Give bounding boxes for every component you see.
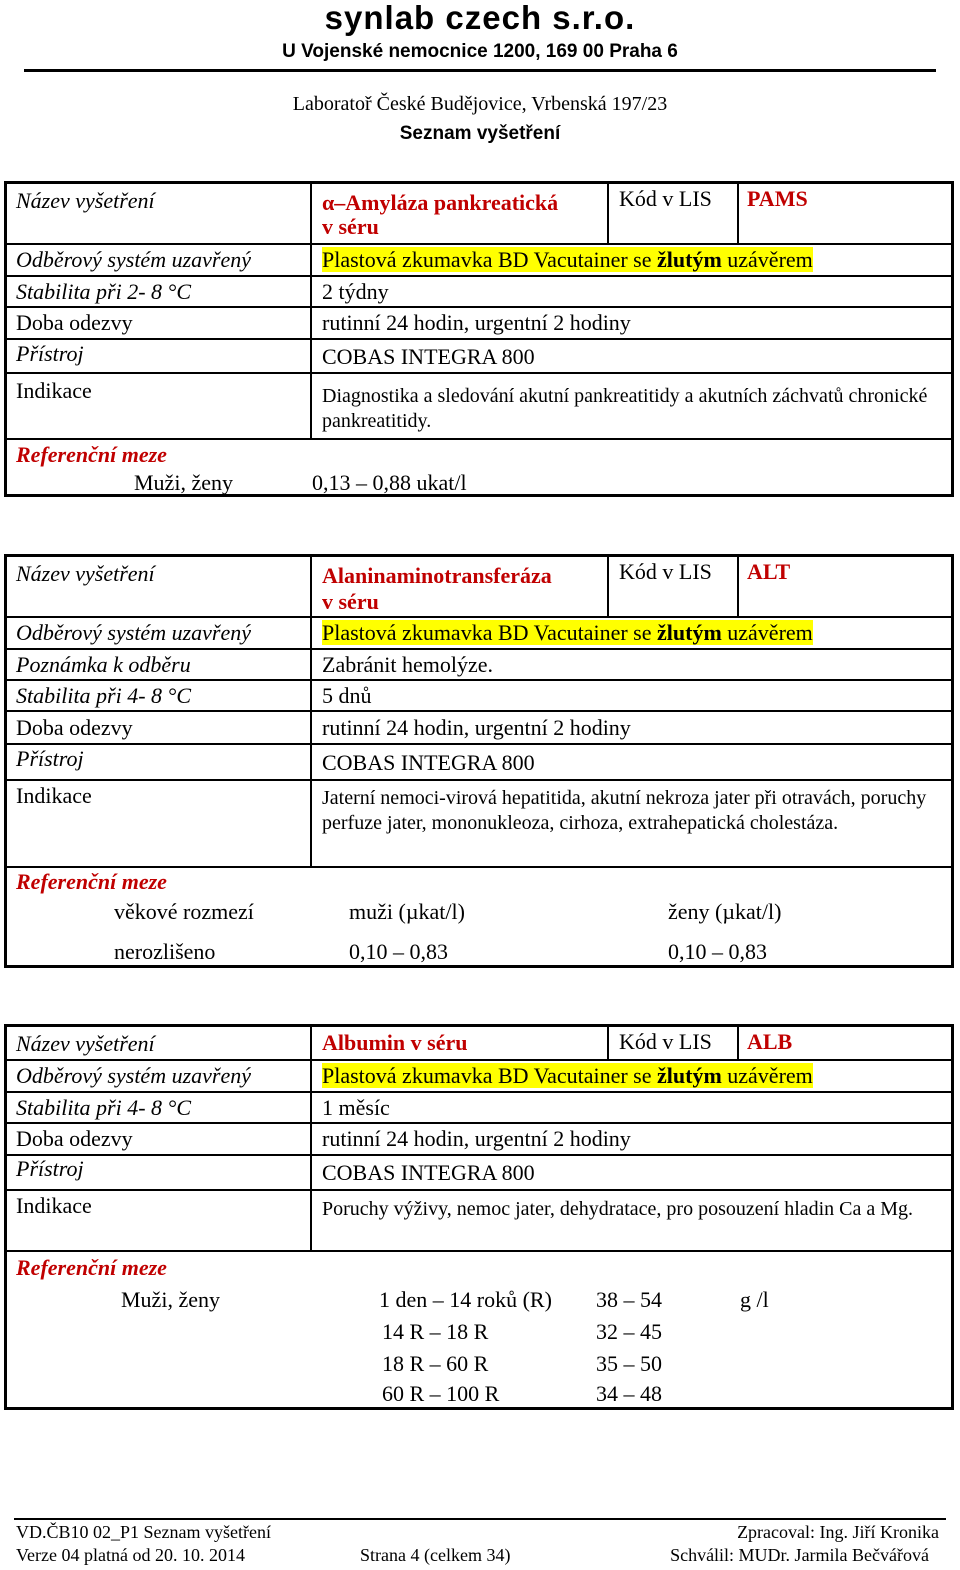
tube-text-end: uzávěrem — [721, 247, 813, 272]
exam-name-row — [7, 557, 951, 618]
response-row — [7, 710, 951, 745]
company-name: synlab czech s.r.o. — [324, 0, 636, 36]
tube-text: Plastová zkumavka BD Vacutainer se — [322, 1063, 658, 1088]
collection-label: Odběrový systém uzavřený — [16, 1063, 251, 1088]
footer-prepared-by: Zpracoval: Ing. Jiří Kronika — [737, 1522, 939, 1542]
exam-name — [322, 189, 558, 241]
exam-name-line2: v séru — [322, 589, 379, 614]
reference-label: Referenční meze — [16, 442, 167, 467]
collection-note-row — [7, 648, 951, 681]
tube-color: žlutým — [657, 1063, 722, 1088]
header-divider — [24, 69, 936, 72]
instrument-value: COBAS INTEGRA 800 — [322, 1160, 535, 1185]
exam-name: Albumin v séru — [322, 1030, 468, 1055]
footer-page: Strana 4 (celkem 34) — [360, 1545, 511, 1565]
lis-code: PAMS — [747, 186, 808, 211]
response-row — [7, 1122, 951, 1156]
footer-approved-by: Schválil: MUDr. Jarmila Bečvářová — [670, 1545, 929, 1565]
ref-header-women: ženy (µkat/l) — [668, 899, 782, 924]
reference-unit: g /l — [740, 1287, 769, 1312]
stability-value: 1 měsíc — [322, 1095, 390, 1120]
reference-label: Referenční meze — [16, 1255, 167, 1280]
stability-row — [7, 679, 951, 712]
collection-row — [7, 243, 951, 277]
tube-text: Plastová zkumavka BD Vacutainer se — [322, 247, 658, 272]
test-card-alt — [4, 554, 954, 968]
exam-name-row — [7, 184, 951, 245]
ref-value: 34 – 48 — [596, 1381, 662, 1406]
ref-age-range: 18 R – 60 R — [382, 1351, 489, 1376]
company-address: U Vojenské nemocnice 1200, 169 00 Praha 6 — [282, 41, 678, 62]
exam-name-label: Název vyšetření — [16, 1031, 155, 1056]
instrument-label: Přístroj — [16, 341, 84, 366]
collection-row — [7, 616, 951, 650]
stability-label: Stabilita při 2- 8 °C — [16, 279, 192, 304]
response-label: Doba odezvy — [16, 715, 133, 740]
indication-label: Indikace — [16, 1193, 92, 1218]
reference-group: Muži, ženy — [121, 1287, 220, 1312]
ref-value: 38 – 54 — [596, 1287, 662, 1312]
ref-age-range: 1 den – 14 roků (R) — [379, 1287, 552, 1312]
instrument-row — [7, 338, 951, 374]
collection-label: Odběrový systém uzavřený — [16, 247, 251, 272]
lis-code: ALB — [747, 1029, 793, 1054]
lis-code-label: Kód v LIS — [619, 1029, 712, 1054]
response-value: rutinní 24 hodin, urgentní 2 hodiny — [322, 310, 631, 335]
exam-name-row — [7, 1027, 951, 1061]
ref-row-women: 0,10 – 0,83 — [668, 939, 767, 964]
instrument-row — [7, 743, 951, 781]
ref-value: 32 – 45 — [596, 1319, 662, 1344]
stability-row — [7, 1091, 951, 1124]
response-label: Doba odezvy — [16, 1126, 133, 1151]
exam-name-label: Název vyšetření — [16, 561, 155, 586]
laboratory-name: Laboratoř České Budějovice, Vrbenská 197/23 — [292, 93, 668, 115]
stability-row — [7, 275, 951, 308]
footer-version: Verze 04 platná od 20. 10. 2014 — [16, 1545, 245, 1565]
ref-age-range: 14 R – 18 R — [382, 1319, 489, 1344]
indication-row — [7, 372, 951, 440]
indication-value: Diagnostika a sledování akutní pankreatitidy a akutních záchvatů chronické pankreatitidy. — [322, 385, 928, 432]
lis-code-label: Kód v LIS — [619, 186, 712, 211]
exam-name-line1: Alaninaminotransferáza — [322, 563, 552, 588]
tube-text-end: uzávěrem — [721, 1063, 813, 1088]
exam-name — [322, 562, 552, 616]
lis-code-box — [607, 1027, 739, 1059]
collection-note-label: Poznámka k odběru — [16, 652, 191, 677]
ref-header-men: muži (µkat/l) — [349, 899, 465, 924]
reference-value: 0,13 – 0,88 ukat/l — [312, 470, 467, 495]
reference-group: Muži, ženy — [134, 470, 233, 495]
collection-tube — [322, 1063, 813, 1089]
tube-color: žlutým — [657, 247, 722, 272]
lis-code-box — [607, 557, 739, 616]
instrument-row — [7, 1154, 951, 1191]
indication-label: Indikace — [16, 378, 92, 403]
instrument-label: Přístroj — [16, 746, 84, 771]
indication-value: Poruchy výživy, nemoc jater, dehydratace, pro posouzení hladin Ca a Mg. — [322, 1198, 914, 1220]
indication-row — [7, 1189, 951, 1252]
stability-value: 5 dnů — [322, 683, 372, 708]
stability-label: Stabilita při 4- 8 °C — [16, 683, 192, 708]
collection-tube — [322, 620, 813, 646]
indication-label: Indikace — [16, 783, 92, 808]
collection-row — [7, 1059, 951, 1093]
indication-value: Jaterní nemoci-virová hepatitida, akutní nekroza jater při otravách, poruchy perfuze jater, mononukleoza, cirhoza, extrahepatická cholestáza. — [322, 787, 927, 834]
stability-label: Stabilita při 4- 8 °C — [16, 1095, 192, 1120]
lis-code-box — [607, 184, 739, 243]
instrument-value: COBAS INTEGRA 800 — [322, 344, 535, 369]
instrument-value: COBAS INTEGRA 800 — [322, 750, 535, 775]
response-value: rutinní 24 hodin, urgentní 2 hodiny — [322, 715, 631, 740]
lis-code-label: Kód v LIS — [619, 559, 712, 584]
footer-doc-id: VD.ČB10 02_P1 Seznam vyšetření — [16, 1522, 271, 1542]
ref-age-range: 60 R – 100 R — [382, 1381, 500, 1406]
ref-header-age: věkové rozmezí — [114, 899, 254, 924]
stability-value: 2 týdny — [322, 279, 389, 304]
reference-label: Referenční meze — [16, 869, 167, 894]
ref-row-men: 0,10 – 0,83 — [349, 939, 448, 964]
page-title: Seznam vyšetření — [399, 123, 561, 144]
collection-note-value: Zabránit hemolýze. — [322, 652, 494, 677]
tube-color: žlutým — [657, 620, 722, 645]
test-card-pams — [4, 181, 954, 497]
lis-code: ALT — [747, 559, 791, 584]
tube-text-end: uzávěrem — [721, 620, 813, 645]
test-card-alb — [4, 1024, 954, 1410]
instrument-label: Přístroj — [16, 1156, 84, 1181]
collection-label: Odběrový systém uzavřený — [16, 620, 251, 645]
ref-row-age: nerozlišeno — [114, 939, 216, 964]
response-value: rutinní 24 hodin, urgentní 2 hodiny — [322, 1126, 631, 1151]
tube-text: Plastová zkumavka BD Vacutainer se — [322, 620, 658, 645]
exam-name-label: Název vyšetření — [16, 188, 155, 213]
exam-name-line2: v séru — [322, 214, 379, 239]
footer-divider — [14, 1518, 946, 1520]
exam-name-line1: α–Amyláza pankreatická — [322, 190, 559, 215]
response-row — [7, 306, 951, 340]
collection-tube — [322, 247, 813, 273]
response-label: Doba odezvy — [16, 310, 133, 335]
ref-value: 35 – 50 — [596, 1351, 662, 1376]
indication-row — [7, 779, 951, 868]
